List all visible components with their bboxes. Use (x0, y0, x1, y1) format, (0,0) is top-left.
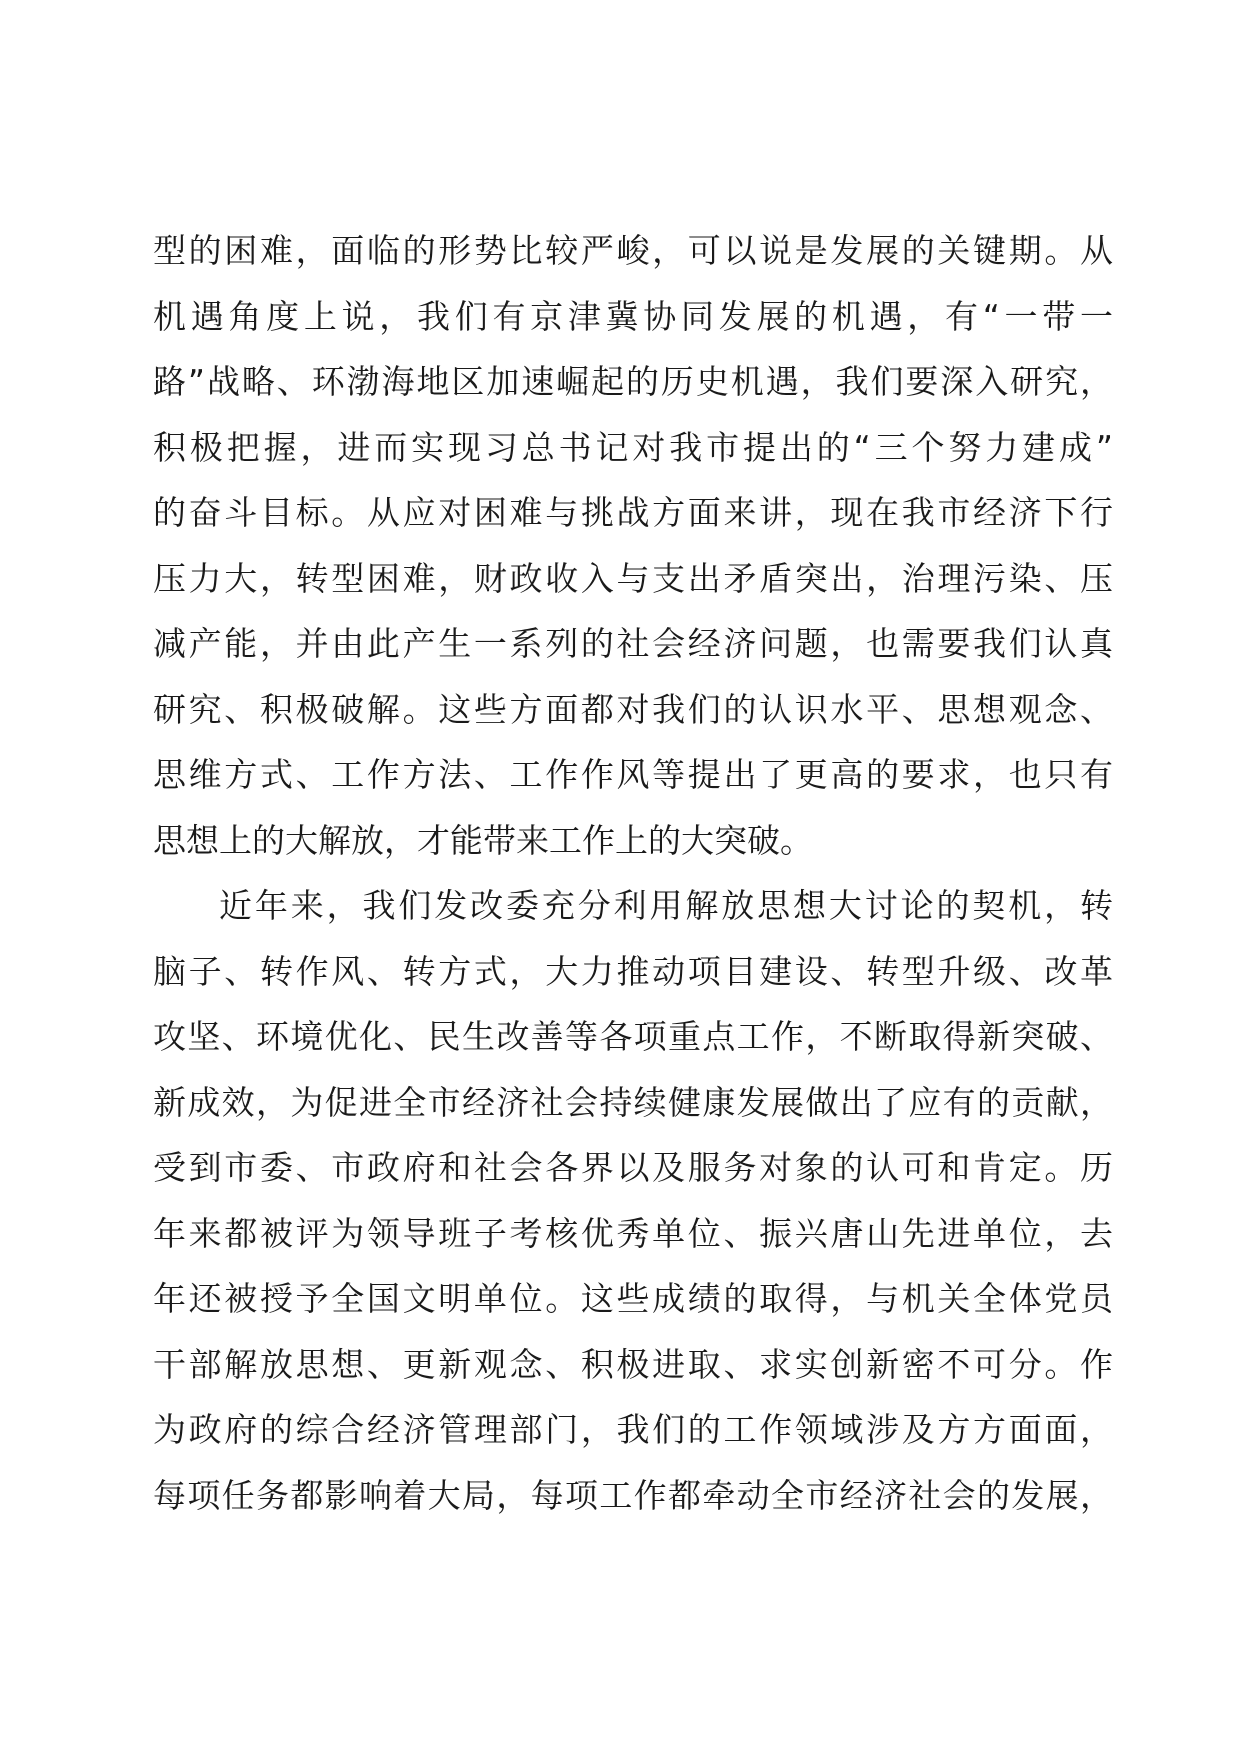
text-line: 年还被授予全国文明单位。这些成绩的取得，与机关全体党员 (153, 1279, 1113, 1318)
body-text (153, 218, 1113, 1528)
text-line: 的奋斗目标。从应对困难与挑战方面来讲，现在我市经济下行 (153, 493, 1113, 532)
text-line: 路”战略、环渤海地区加速崛起的历史机遇，我们要深入研究， (153, 362, 1113, 401)
text-line: 型的困难，面临的形势比较严峻，可以说是发展的关键期。从 (153, 231, 1113, 270)
text-line: 减产能，并由此产生一系列的社会经济问题，也需要我们认真 (153, 624, 1113, 663)
text-line: 年来都被评为领导班子考核优秀单位、振兴唐山先进单位，去 (153, 1213, 1113, 1253)
text-line: 思维方式、工作方法、工作作风等提出了更高的要求，也只有 (153, 755, 1113, 794)
text-line: 每项任务都影响着大局，每项工作都牵动全市经济社会的发展， (153, 1475, 1113, 1515)
paragraph (153, 218, 1113, 873)
text-line: 受到市委、市政府和社会各界以及服务对象的认可和肯定。历 (153, 1148, 1113, 1187)
text-line: 机遇角度上说，我们有京津冀协同发展的机遇，有“一带一 (153, 296, 1113, 336)
text-line: 研究、积极破解。这些方面都对我们的认识水平、思想观念、 (153, 689, 1113, 729)
text-line: 近年来，我们发改委充分利用解放思想大讨论的契机，转 (219, 886, 1113, 925)
text-line: 压力大，转型困难，财政收入与支出矛盾突出，治理污染、压 (153, 558, 1113, 598)
text-line: 为政府的综合经济管理部门，我们的工作领域涉及方方面面， (153, 1410, 1113, 1449)
text-line: 脑子、转作风、转方式，大力推动项目建设、转型升级、改革 (153, 951, 1113, 991)
paragraph (153, 873, 1113, 1528)
text-line: 干部解放思想、更新观念、积极进取、求实创新密不可分。作 (153, 1344, 1113, 1384)
text-line: 攻坚、环境优化、民生改善等各项重点工作，不断取得新突破、 (153, 1017, 1113, 1056)
text-line: 思想上的大解放，才能带来工作上的大突破。 (153, 820, 813, 860)
text-line: 积极把握，进而实现习总书记对我市提出的“三个努力建成” (153, 427, 1113, 467)
text-line: 新成效，为促进全市经济社会持续健康发展做出了应有的贡献， (153, 1082, 1113, 1122)
